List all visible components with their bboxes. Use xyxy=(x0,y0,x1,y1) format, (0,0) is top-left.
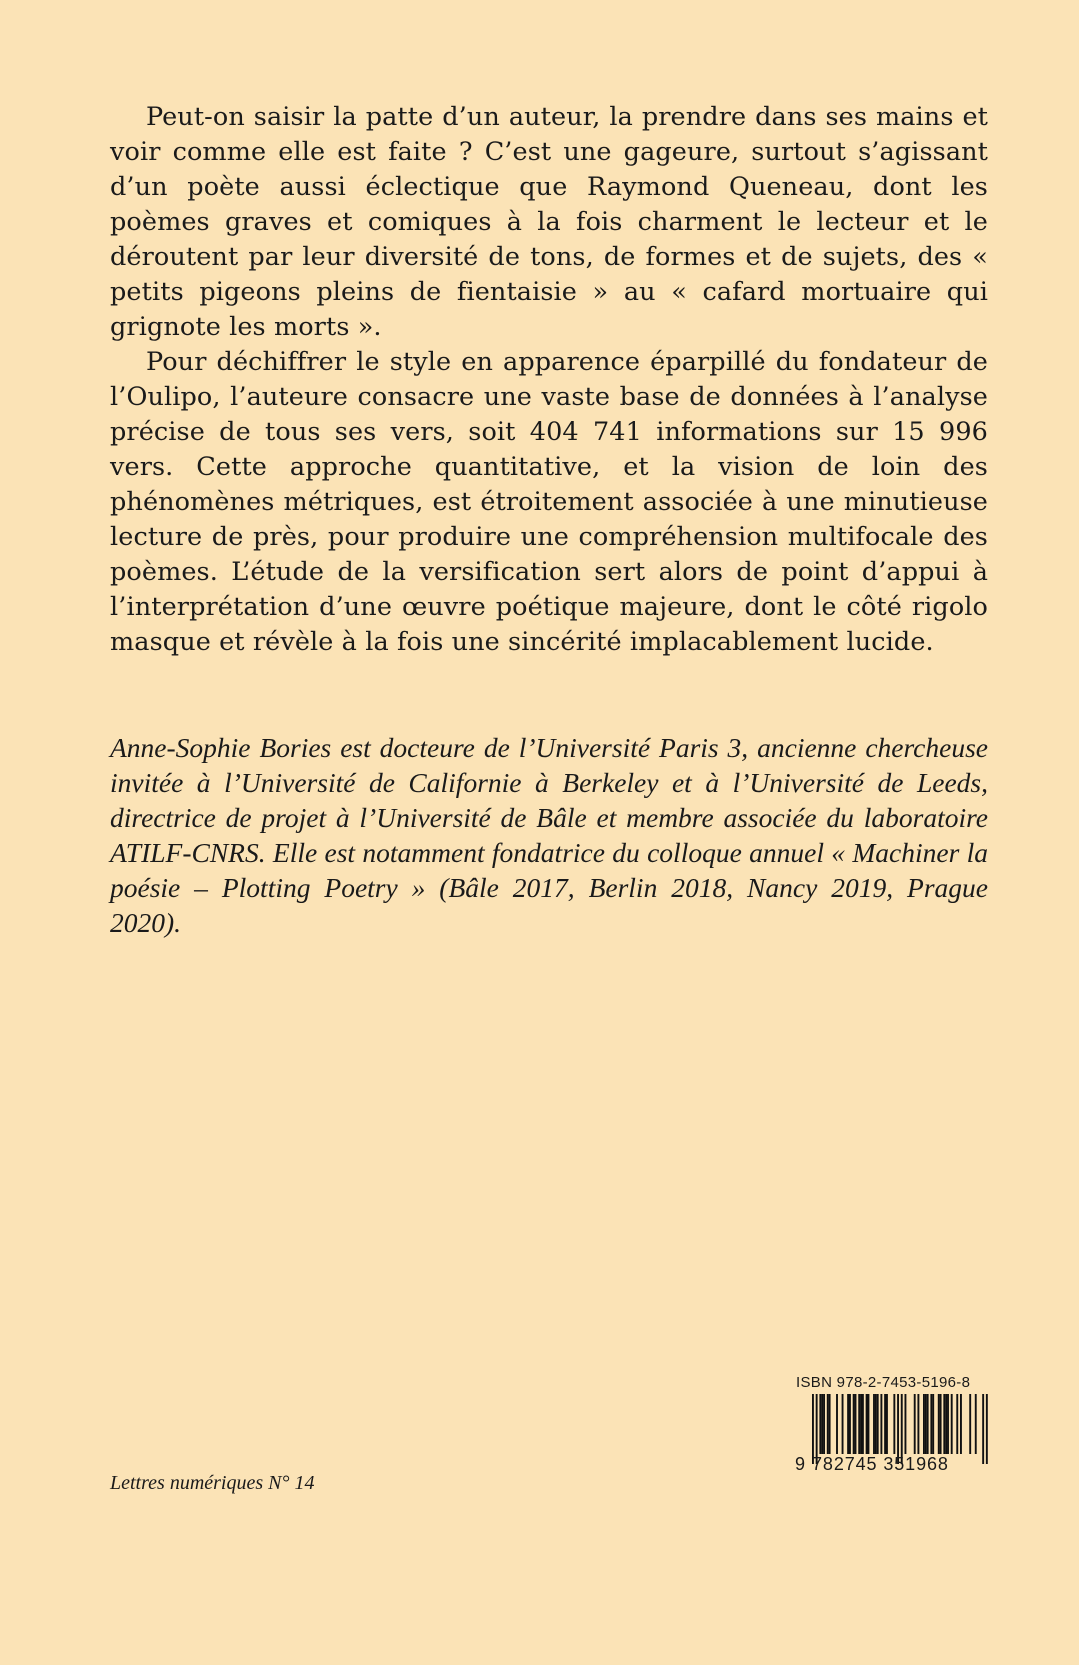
barcode-bar xyxy=(982,1394,984,1464)
barcode-bar xyxy=(821,1394,823,1454)
barcode-bar xyxy=(960,1394,962,1454)
barcode-bar xyxy=(875,1394,877,1454)
barcode-bar xyxy=(951,1394,953,1454)
barcode-bar xyxy=(914,1394,916,1454)
barcode-bar xyxy=(925,1394,927,1454)
barcode-bar xyxy=(893,1394,895,1454)
isbn-barcode xyxy=(796,1374,988,1482)
barcode-bar xyxy=(930,1394,932,1454)
barcode-bar xyxy=(877,1394,879,1454)
barcode-bar xyxy=(860,1394,862,1454)
barcode-bar xyxy=(868,1394,870,1454)
barcode-bar xyxy=(819,1394,821,1454)
barcode-bar xyxy=(873,1394,875,1454)
author-bio xyxy=(110,730,988,940)
barcode-bar xyxy=(943,1394,945,1454)
barcode-bar xyxy=(905,1394,907,1454)
barcode-bar xyxy=(940,1394,942,1454)
barcode-bar xyxy=(858,1394,860,1454)
series-label: Lettres numériques N° 14 xyxy=(110,1472,315,1494)
barcode-bar xyxy=(945,1394,947,1454)
barcode-bar xyxy=(880,1394,882,1454)
barcode-bar xyxy=(938,1394,940,1454)
barcode-bar xyxy=(836,1394,838,1454)
barcode-bar xyxy=(853,1394,855,1454)
barcode-bar xyxy=(866,1394,868,1454)
barcode-bar xyxy=(917,1394,919,1454)
barcode-bar xyxy=(884,1394,886,1454)
barcode-bar xyxy=(847,1394,849,1454)
barcode-bar xyxy=(827,1394,829,1454)
ean-remaining-digits: 782745 351968 xyxy=(812,1454,949,1474)
barcode-bar xyxy=(969,1394,971,1454)
barcode-bar xyxy=(947,1394,949,1454)
barcode-bar xyxy=(829,1394,831,1454)
author-bio-text: Anne-Sophie Bories est docteure de l’Université Paris 3, ancienne chercheuse invitée à l’Université de Californie à Berkeley et à l’Université de Leeds, directrice de projet à l’Université de Bâle et membre associée du laboratoire ATILF-CNRS. Elle est notamment fondatrice du colloque annuel « Machiner la poésie – Plotting Poetry » (Bâle 2017, Berlin 2018, Nancy 2019, Prague 2020). xyxy=(110,732,988,938)
book-blurb xyxy=(110,100,988,660)
blurb-paragraph: Pour déchiffrer le style en apparence éparpillé du fondateur de l’Oulipo, l’auteure consacre une vaste base de données à l’analyse précise de tous ses vers, soit 404 741 informations sur 15 996 vers. Cette approche quantitative, et la vision de loin des phénomènes métriques, est étroitement associée à une minutieuse lecture de près, pour produire une compréhension multifocale des poèmes. L’étude de la versification sert alors de point d’appui à l’interprétation d’une œuvre poétique majeure, dont le côté rigolo masque et révèle à la fois une sincérité implacablement lucide. xyxy=(110,347,988,657)
barcode-bar xyxy=(975,1394,977,1454)
ean-first-digit: 9 xyxy=(795,1454,806,1474)
barcode-bar xyxy=(932,1394,934,1454)
barcode-bar xyxy=(956,1394,958,1454)
barcode-bar xyxy=(842,1394,844,1454)
isbn-label: ISBN 978-2-7453-5196-8 xyxy=(796,1374,971,1391)
barcode-bar xyxy=(823,1394,825,1454)
barcode-bar xyxy=(927,1394,929,1454)
barcode-bar xyxy=(923,1394,925,1454)
barcode-bar xyxy=(849,1394,851,1454)
barcode-bar xyxy=(986,1394,988,1464)
barcode-bar xyxy=(886,1394,888,1454)
barcode-bar xyxy=(862,1394,864,1454)
blurb-paragraph: Peut-on saisir la patte d’un auteur, la prendre dans ses mains et voir comme elle est faite ? C’est une gageure, surtout s’agissant d’un poète aussi éclectique que Raymond Queneau, dont les poèmes graves et comiques à la fois charment le lecteur et le déroutent par leur diversité de tons, de formes et de sujets, des « petits pigeons pleins de fientaisie » au « cafard mortuaire qui grignote les morts ». xyxy=(110,102,988,342)
barcode-bar xyxy=(855,1394,857,1454)
